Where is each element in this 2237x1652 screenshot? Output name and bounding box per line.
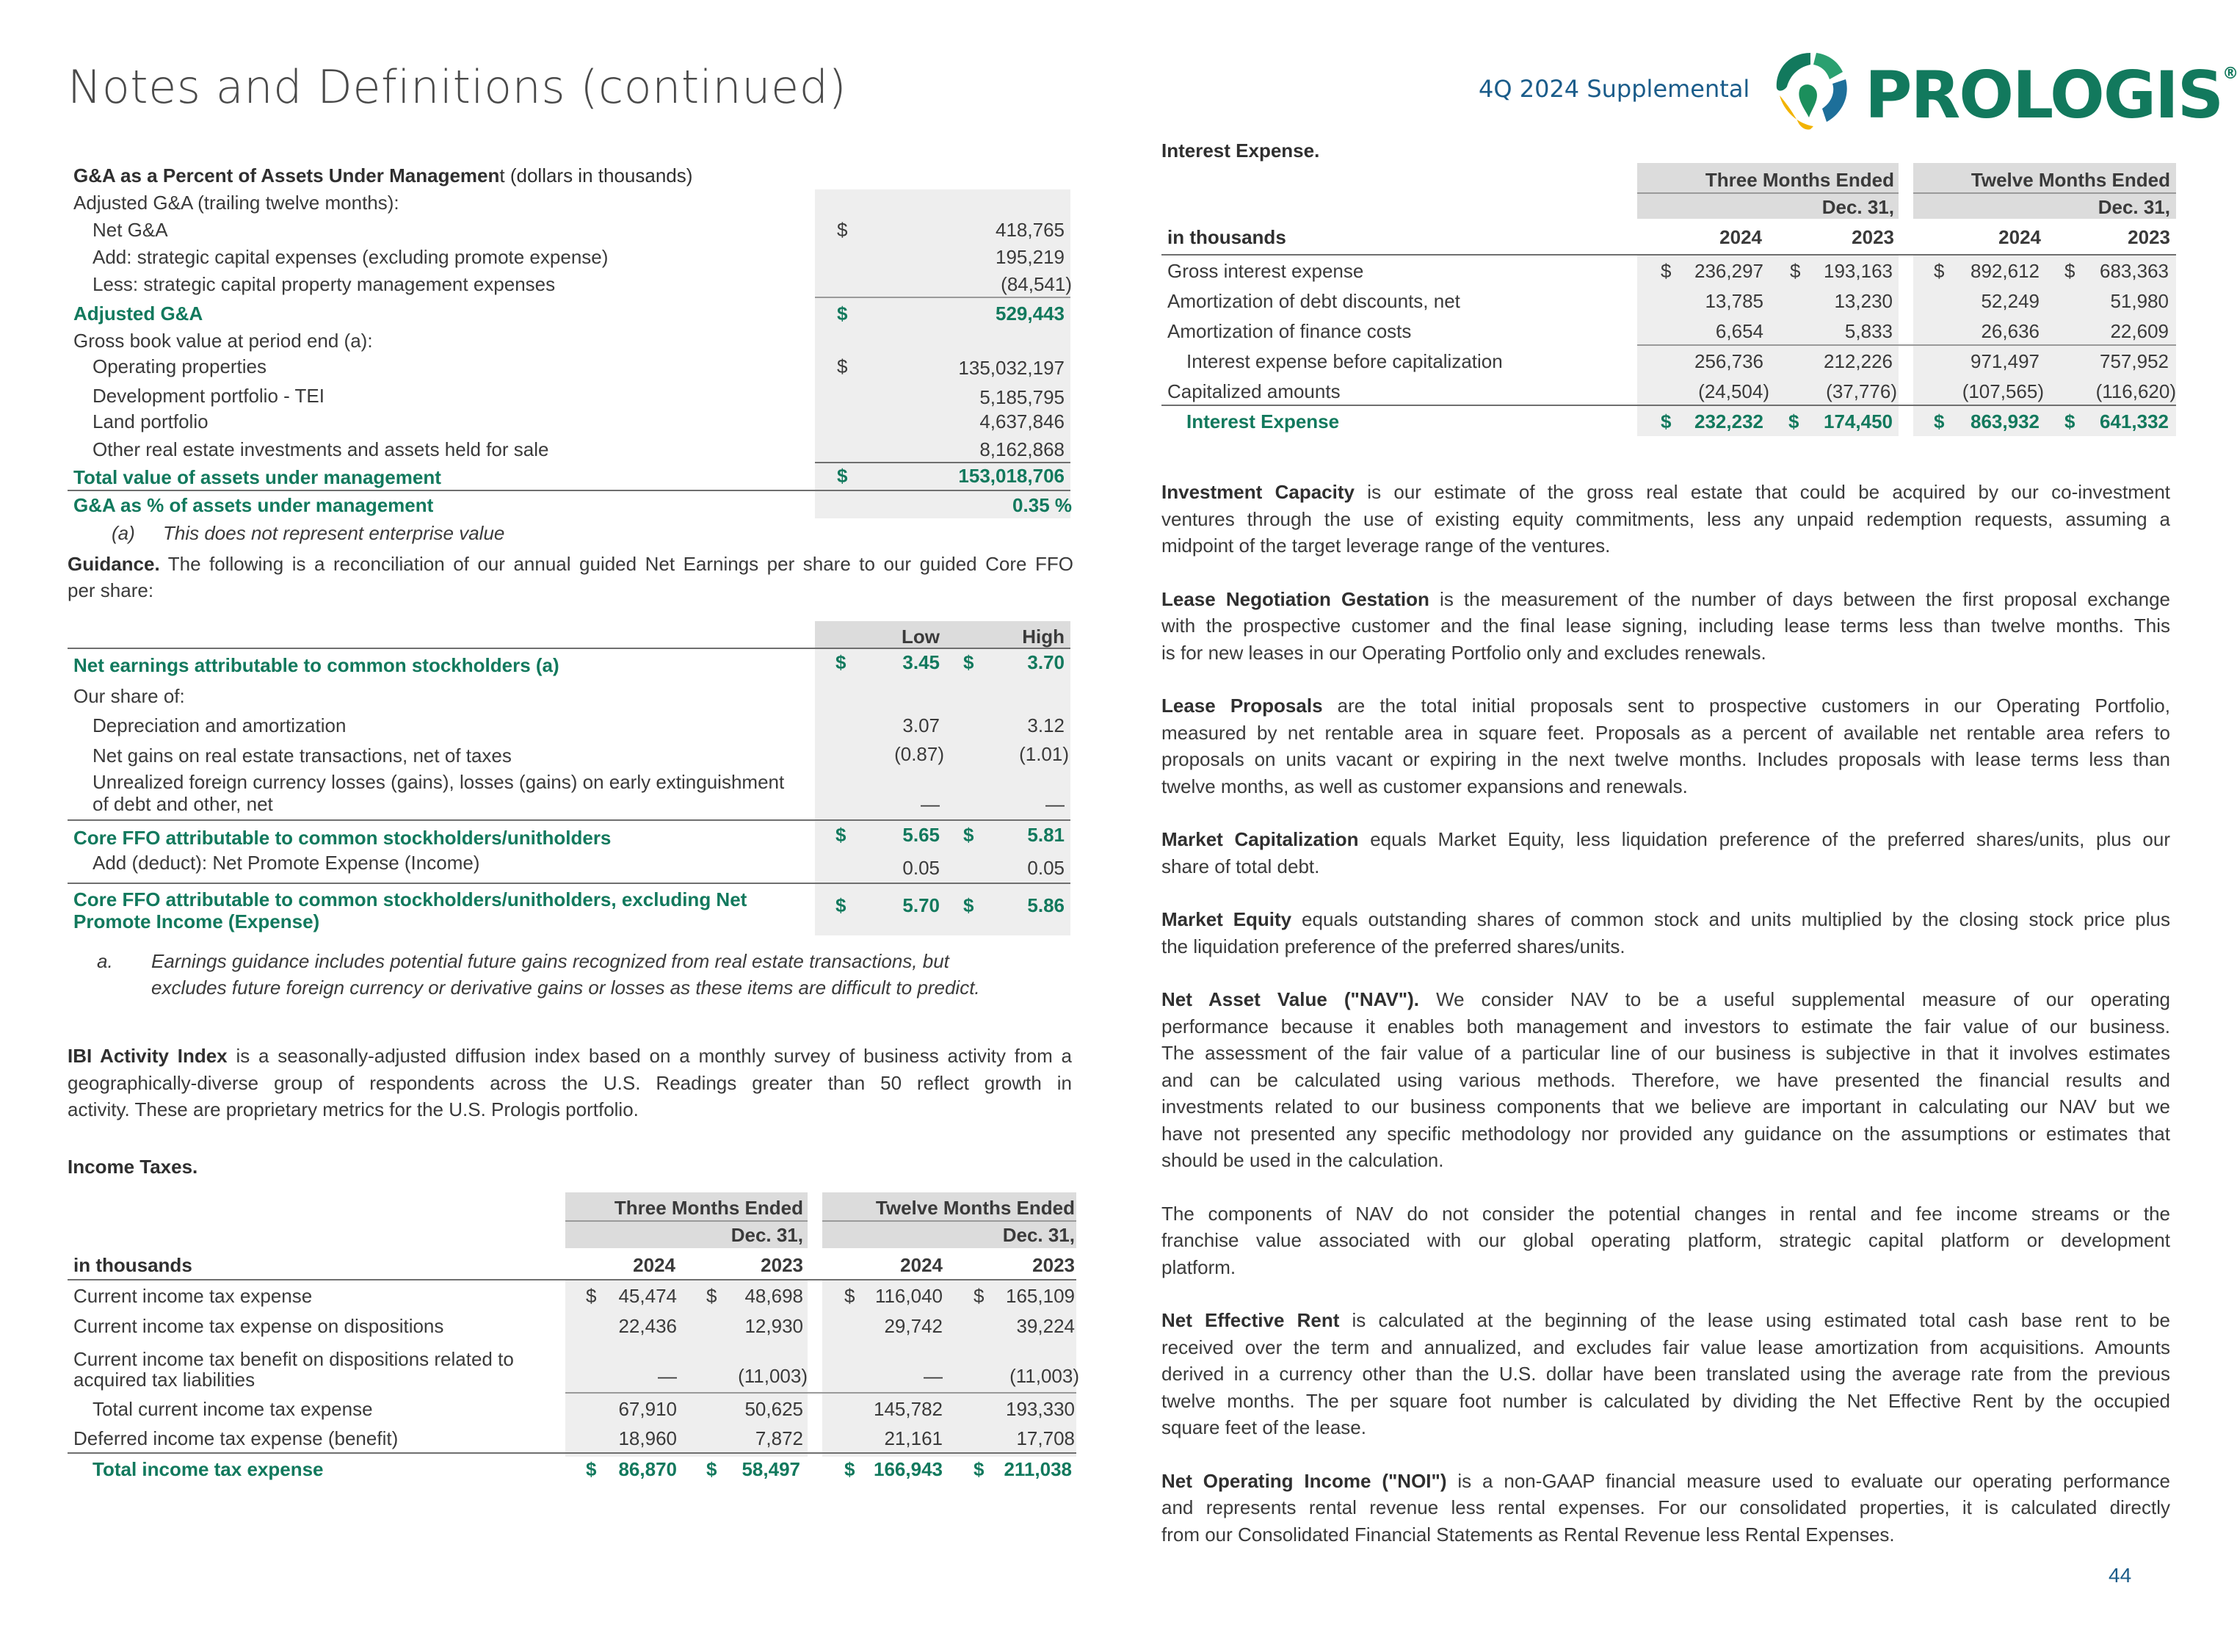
noi-def: Net Operating Income ("NOI") is a non-GAAP financial measure used to evaluate our operating performance and represents rental revenue less rental expenses. For our consolidated properties, it is calculated directly from our Consolidated Financial Statements as Rental Revenue less Rental Expenses. [1161,1469,2170,1546]
adjusted-ga-label: Adjusted G&A (trailing twelve months): [73,192,399,214]
income-taxes-heading: Income Taxes. [68,1156,198,1178]
ibi-definition: IBI Activity Index is a seasonally-adjusted diffusion index based on a monthly survey of business activity from a geographically-diverse group of respondents across the U.S. Readings greater than 50 reflect growth in activity. These are proprietary metrics for the U.S. Prologis portfolio. [68,1045,1072,1120]
definitions-column [1161,479,2170,1548]
adjusted-ga-value: 529,443 [996,302,1065,325]
ga-title: G&A as a Percent of Assets Under Managemen [73,164,500,186]
total-aum-value: 153,018,706 [958,465,1065,487]
net-ga-value: 418,765 [996,219,1065,241]
nav-def: Net Asset Value ("NAV"). We consider NAV to be a useful supplemental measure of our operating performance because it enables both management and investors to estimate the fair value of our business. The assessment of the fair value of a particular line of our business is subjective in that it involves estimates and can be calculated using various methods. Therefore, we have presented the financial results and investments related to our business components that we believe are important in calculating our NAV but we have not presented any specific methodology nor provided any guidance on the assumptions or estimates that should be used in the calculation. [1161,988,2170,1171]
net-effective-rent-def: Net Effective Rent is calculated at the beginning of the lease using estimated total cash base rent to be received over the term and annualized, and excludes fair value lease amortization from acquisitions. Amounts derived in a currency other than the U.S. dollar have been translated using the average rate from the previous twelve months. The per square foot number is calculated by dividing the Net Effective Rent by the occupied square feet of the lease. [1161,1309,2170,1438]
page-title: Notes and Definitions (continued) [68,60,847,114]
interest-heading: Interest Expense. [1161,140,1320,162]
investment-capacity-def: Investment Capacity is our estimate of the gross real estate that could be acquired by our co-investment ventures through the use of existing equity commitments, less any unpaid redemption requests, assuming a midpoint of the target leverage range of the ventures. [1161,481,2170,557]
market-cap-def: Market Capitalization equals Market Equity, less liquidation preference of the preferred shares/units, plus our share of total debt. [1161,828,2170,877]
page-number: 44 [2109,1564,2132,1587]
lease-proposals-def: Lease Proposals are the total initial proposals sent to prospective customers in our Operating Portfolio, measured by net rentable area in square feet. Proposals as a percent of available net rentable area refers to proposals on units vacant or expiring in the next twelve months. Includes proposals with lease terms less than twelve months, as well as customer expansions and renewals. [1161,695,2170,797]
lease-negotiation-def: Lease Negotiation Gestation is the measurement of the number of days between the first proposal exchange with the prospective customer and the final lease signing, including lease terms less than twelve months. This is for new leases in our Operating Portfolio only and excludes renewals. [1161,587,2170,664]
globe-logo-icon [1768,47,1856,135]
nav-components-def: The components of NAV do not consider the potential changes in rental and fee income streams or the franchise value associated with our global operating platform, strategic capital platform or development platform. [1161,1202,2170,1278]
net-ga-label: Net G&A [93,219,168,241]
logo-wordmark: PROLOGIS [1865,57,2223,133]
ga-pct-value: 0.35 % [1012,494,1072,516]
market-equity-def: Market Equity equals outstanding shares of common stock and units multiplied by the closing stock price plus the liquidation preference of the preferred shares/units. [1161,908,2170,957]
supplemental-label: 4Q 2024 Supplemental [1479,75,1750,103]
prologis-logo: PROLOGIS® [1768,47,2164,135]
ga-footnote: This does not represent enterprise value [163,522,505,544]
